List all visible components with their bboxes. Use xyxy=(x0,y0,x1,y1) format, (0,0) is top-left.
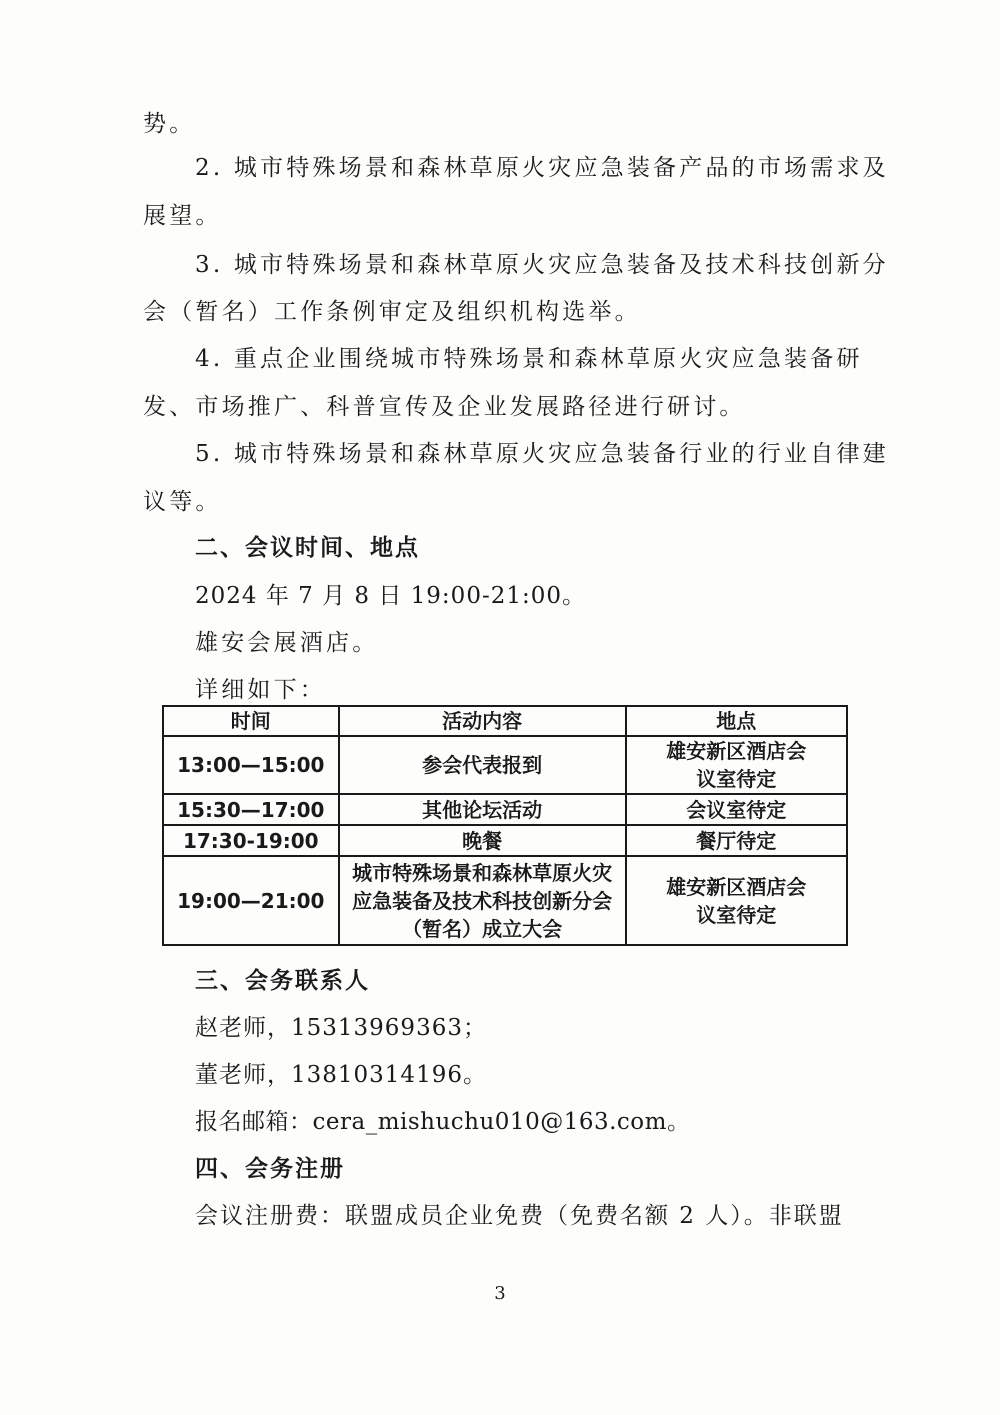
schedule-table xyxy=(162,705,848,946)
contact-dong: 董老师，13810314196。 xyxy=(195,1062,487,1088)
cell-place: 雄安新区酒店会议室待定 xyxy=(626,736,847,794)
list-item-4-line2: 发、市场推广、科普宣传及企业发展路径进行研讨。 xyxy=(143,394,746,420)
cell-place: 会议室待定 xyxy=(626,794,847,825)
list-item-2-line2: 展望。 xyxy=(143,203,222,229)
section-heading-time-place: 二、会议时间、地点 xyxy=(195,535,420,561)
table-row xyxy=(163,856,847,945)
table-row xyxy=(163,825,847,856)
list-item-3-line2: 会（暂名）工作条例审定及组织机构选举。 xyxy=(143,299,641,325)
meeting-time: 2024 年 7 月 8 日 19:00-21:00。 xyxy=(195,583,587,609)
list-item-5-line2: 议等。 xyxy=(143,489,222,515)
header-time: 时间 xyxy=(163,706,339,736)
cell-place: 餐厅待定 xyxy=(626,825,847,856)
list-item-3-line1: 3. 城市特殊场景和森林草原火灾应急装备及技术科技创新分 xyxy=(195,252,889,278)
header-activity: 活动内容 xyxy=(339,706,626,736)
cell-activity: 晚餐 xyxy=(339,825,626,856)
section-heading-contacts: 三、会务联系人 xyxy=(195,968,370,994)
header-place: 地点 xyxy=(626,706,847,736)
cell-activity: 参会代表报到 xyxy=(339,736,626,794)
detail-label: 详细如下： xyxy=(195,677,326,703)
list-item-2-line1: 2. 城市特殊场景和森林草原火灾应急装备产品的市场需求及 xyxy=(195,155,889,181)
cell-time: 15:30—17:00 xyxy=(163,794,339,825)
section-heading-registration: 四、会务注册 xyxy=(195,1156,345,1182)
paragraph-continuation: 势。 xyxy=(143,111,196,137)
registration-fee: 会议注册费：联盟成员企业免费（免费名额 2 人）。非联盟 xyxy=(195,1203,844,1229)
cell-activity: 其他论坛活动 xyxy=(339,794,626,825)
cell-place: 雄安新区酒店会议室待定 xyxy=(626,856,847,945)
cell-time: 17:30-19:00 xyxy=(163,825,339,856)
cell-time: 19:00—21:00 xyxy=(163,856,339,945)
list-item-5-line1: 5. 城市特殊场景和森林草原火灾应急装备行业的行业自律建 xyxy=(195,441,889,467)
table-row xyxy=(163,736,847,794)
page-number: 3 xyxy=(494,1283,506,1304)
contact-zhao: 赵老师，15313969363； xyxy=(195,1015,487,1041)
contact-email: 报名邮箱：cera_mishuchu010@163.com。 xyxy=(195,1109,691,1135)
cell-activity: 城市特殊场景和森林草原火灾应急装备及技术科技创新分会（暂名）成立大会 xyxy=(339,856,626,945)
table-header-row xyxy=(163,706,847,736)
cell-time: 13:00—15:00 xyxy=(163,736,339,794)
list-item-4-line1: 4. 重点企业围绕城市特殊场景和森林草原火灾应急装备研 xyxy=(195,346,863,372)
table-row xyxy=(163,794,847,825)
meeting-venue: 雄安会展酒店。 xyxy=(195,630,379,656)
